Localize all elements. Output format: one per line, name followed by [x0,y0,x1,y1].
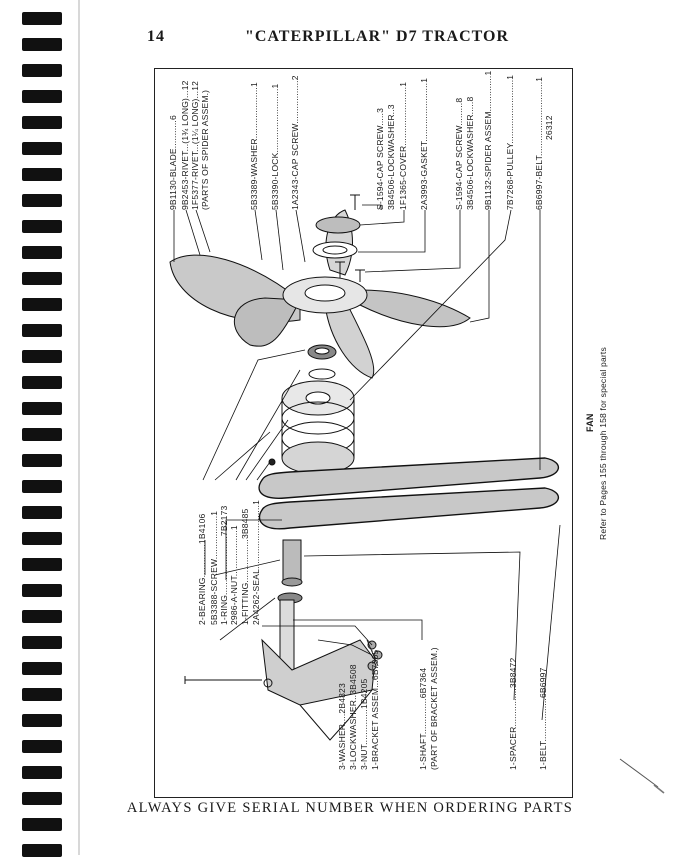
part-label: 3-LOCKWASHER..3B4508 [348,664,358,770]
part-label: 6B6997-BELT.............................1 [534,76,544,210]
part-label: 2986-A-NUT..................1 [229,525,239,625]
part-label: Refer to Pages 155 through 158 for special parts [598,347,608,540]
cap-screw-icon [355,270,365,282]
cap-screw-icon [350,195,360,210]
pencil-mark [618,755,668,795]
part-label: 2-BEARING.............1B4106 [197,513,207,625]
part-label: 2A4262-SEAL.........................1 [251,499,261,625]
part-label: 26312 [544,115,554,140]
snap-ring [309,369,335,379]
cover-plate [316,217,360,233]
footer-instruction: ALWAYS GIVE SERIAL NUMBER WHEN ORDERING PARTS [126,800,574,816]
gasket [313,242,357,258]
part-label: S-1594-CAP SCREW.........8 [454,97,464,210]
part-label: 5B3388-SCREW.................1 [209,510,219,625]
part-label: 1-RING.......................7B2173 [219,505,229,625]
part-label: (PART OF BRACKET ASSEM.) [429,647,439,770]
spacer [283,540,301,582]
page-number: 14 [147,28,165,45]
part-label: 3-WASHER....2B4823 [337,683,347,770]
part-label: 1-SHAFT..............6B7364 [418,667,428,770]
part-label: 2A3993-GASKET.......................1 [419,77,429,210]
screw-icon [185,676,262,684]
part-label: 1-FITTING.................3B8485 [240,508,250,625]
part-label: 1-BRACKET ASSEM...6B7365 [370,649,380,770]
part-label: FAN [585,413,595,432]
part-label: 1F5377-RIVET...(1¼ LONG)...12 [190,80,200,210]
part-label: 3B4506-LOCKWASHER.....8 [465,96,475,210]
part-label: 9B2453-RIVET...(1¾ LONG)...12 [180,80,190,210]
part-label: 5B3390-LOCK.........................1 [270,83,280,210]
page-title: "CATERPILLAR" D7 TRACTOR [245,28,510,45]
part-label: 1A2343-CAP SCREW.................2 [290,75,300,210]
part-label: 1-BELT.................6B6997 [538,667,548,770]
part-label: 3B4506-LOCKWASHER..3 [386,104,396,210]
part-label: 5B3389-WASHER....................1 [249,82,259,210]
part-label: S-1594-CAP SCREW.....3 [375,107,385,210]
fan-blade-icon [360,290,470,327]
part-label: (PARTS OF SPIDER ASSEM.) [200,89,210,210]
part-label: 1F1365-COVER.......................1 [398,81,408,210]
part-label: 9B1130-BLADE...........6 [168,115,178,210]
part-label: 7B7268-PULLEY.........................1 [505,74,515,210]
part-label: 3-NUT..............1B4205 [359,678,369,770]
part-label: 9B1132-SPIDER ASSEM..............1 [483,70,493,210]
part-label: 1-SPACER...............3B8472 [508,657,518,770]
